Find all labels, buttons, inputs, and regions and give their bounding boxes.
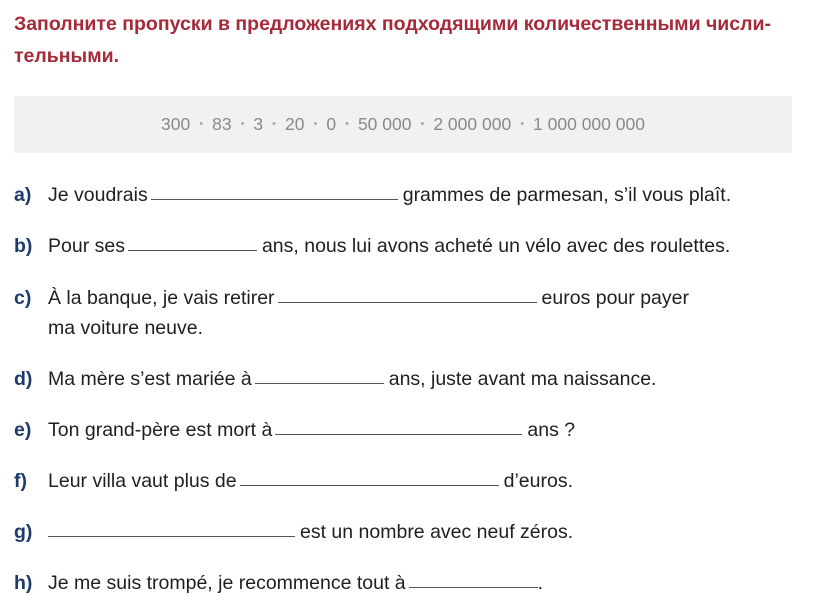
item-text [48, 415, 804, 445]
item-text [48, 283, 804, 343]
word-bank [14, 96, 792, 153]
bullet-separator-icon: • [240, 117, 245, 130]
exercise-instruction [14, 8, 804, 72]
sentence-end: d’euros. [503, 470, 573, 492]
word-bank-number: 3 [253, 114, 264, 134]
item-label: d) [14, 368, 33, 390]
word-bank-number: 2 000 000 [433, 114, 512, 134]
exercise-item-d [14, 364, 804, 394]
word-bank-number: 0 [326, 114, 337, 134]
sentence-end: ans, nous lui avons acheté un vélo avec des roulettes. [261, 235, 731, 257]
exercise-item-e [14, 415, 804, 445]
bullet-separator-icon: • [199, 117, 204, 130]
exercise-item-g [14, 517, 804, 547]
sentence-start: Ma mère s’est mariée à [48, 368, 252, 390]
item-text [48, 231, 804, 261]
sentence-start: À la banque, je vais retirer [48, 287, 275, 309]
sentence-end: . [537, 572, 544, 594]
bullet-separator-icon: • [420, 117, 425, 130]
item-text [48, 568, 804, 598]
exercise-item-c [14, 283, 804, 343]
answer-blank[interactable] [278, 301, 537, 303]
answer-blank[interactable] [275, 433, 522, 435]
exercise-item-b [14, 231, 804, 261]
item-label: g) [14, 521, 33, 543]
word-bank-number: 1 000 000 000 [533, 114, 645, 134]
item-label: e) [14, 419, 32, 441]
bullet-separator-icon: • [272, 117, 277, 130]
bullet-separator-icon: • [345, 117, 349, 130]
answer-blank[interactable] [128, 249, 257, 251]
sentence-start: Ton grand-père est mort à [48, 419, 273, 441]
answer-blank[interactable] [240, 484, 499, 486]
item-label: c) [14, 287, 32, 309]
answer-blank[interactable] [255, 382, 384, 384]
sentence-end: ans ? [527, 419, 576, 441]
sentence-end: grammes de parmesan, s’il vous plaît. [402, 184, 732, 206]
word-bank-number: 300 [161, 114, 191, 134]
item-label: a) [14, 184, 32, 206]
item-label: b) [14, 235, 33, 257]
word-bank-number: 50 000 [357, 114, 412, 134]
bullet-separator-icon: • [313, 117, 318, 130]
exercise-item-h [14, 568, 804, 598]
item-text [48, 180, 804, 210]
item-label: f) [14, 470, 27, 492]
sentence-start: Leur villa vaut plus de [48, 470, 237, 492]
answer-blank[interactable] [48, 535, 295, 537]
exercise-item-a [14, 180, 804, 210]
word-bank-number: 83 [212, 114, 232, 134]
exercise-item-f [14, 466, 804, 496]
sentence-continuation: ma voiture neuve. [48, 317, 204, 339]
sentence-end: euros pour payer [541, 287, 689, 309]
sentence-end: est un nombre avec neuf zéros. [300, 521, 574, 543]
sentence-start: Je voudrais [48, 184, 148, 206]
answer-blank[interactable] [409, 586, 538, 588]
instruction-line-2: тельными. [14, 45, 120, 67]
word-bank-number: 20 [285, 114, 305, 134]
item-text [48, 466, 804, 496]
sentence-start: Je me suis trompé, je recommence tout à [48, 572, 406, 594]
item-text [48, 364, 804, 394]
sentence-start: Pour ses [48, 235, 125, 257]
bullet-separator-icon: • [520, 117, 525, 130]
item-text [48, 517, 804, 547]
sentence-end: ans, juste avant ma naissance. [388, 368, 657, 390]
answer-blank[interactable] [151, 198, 398, 200]
item-label: h) [14, 572, 33, 594]
instruction-line-1: Заполните пропуски в предложениях подходящими количественными числи- [14, 13, 771, 35]
